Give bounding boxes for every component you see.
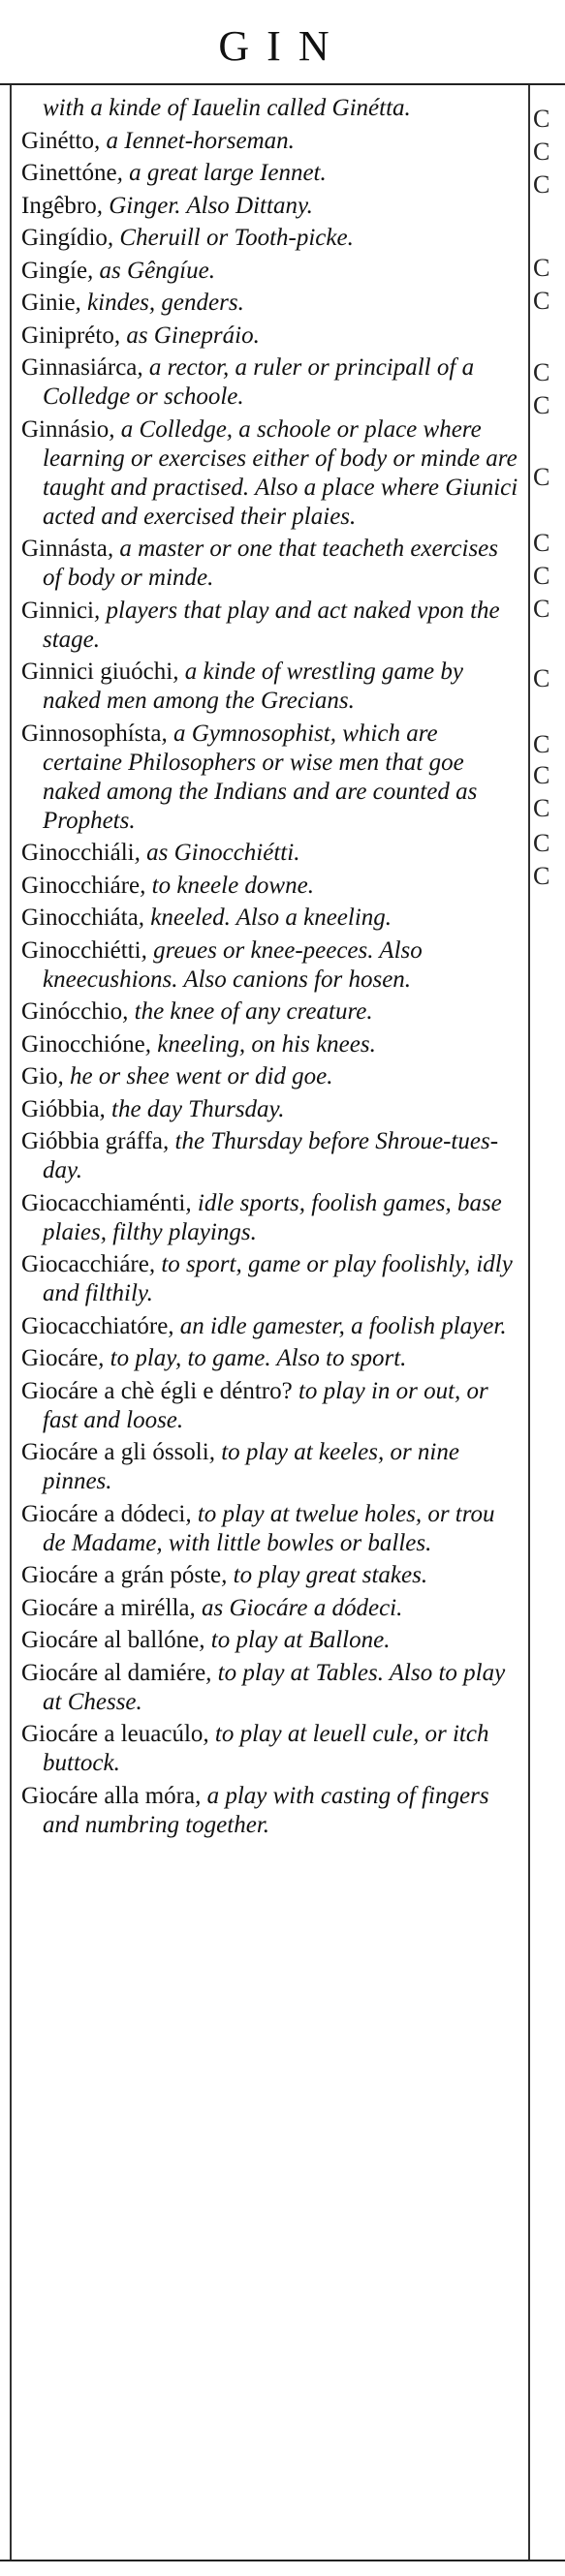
entry-headword: Ginnosophísta bbox=[21, 720, 162, 747]
entry-headword: Giocáre alla móra bbox=[21, 1782, 196, 1809]
entry-definition: , as Gêngíue. bbox=[87, 257, 215, 284]
entry-definition: , a Iennet-horseman. bbox=[94, 127, 295, 154]
dictionary-entry bbox=[21, 192, 520, 221]
entry-headword: Ginocchiáta bbox=[21, 905, 139, 931]
entry-definition: to play in or out, or fast and loose. bbox=[43, 1377, 488, 1433]
edge-letter: C bbox=[533, 170, 550, 199]
entry-definition: , to play, to game. Also to sport. bbox=[98, 1345, 407, 1371]
bottom-rule bbox=[0, 2560, 565, 2561]
entry-headword: Ginocchióne bbox=[21, 1030, 145, 1058]
entry-headword: Gióbbia bbox=[21, 1095, 100, 1122]
entry-headword: Ginnici giuóchi bbox=[21, 659, 173, 685]
entry-definition: , a great large Iennet. bbox=[116, 160, 327, 186]
dictionary-entry bbox=[21, 1062, 520, 1091]
dictionary-entry bbox=[21, 839, 520, 868]
dictionary-entry bbox=[21, 94, 520, 123]
entry-definition: , a Gymnosophist, which are certaine Philosophers or wise men that goe naked among the Indians and are counted as Prophets. bbox=[43, 720, 478, 834]
entry-definition: , the Thursday before Shroue-tues-day. bbox=[43, 1128, 499, 1183]
entry-headword: Ginipréto bbox=[21, 322, 114, 349]
dictionary-entry bbox=[21, 1438, 520, 1496]
dictionary-entry bbox=[21, 720, 520, 836]
entry-definition: , Cheruill or Tooth-picke. bbox=[107, 225, 354, 251]
dictionary-entry bbox=[21, 159, 520, 188]
dictionary-entry bbox=[21, 936, 520, 995]
entry-headword: Ingêbro bbox=[21, 192, 97, 219]
dictionary-entry bbox=[21, 127, 520, 156]
edge-letter: C bbox=[533, 105, 550, 133]
edge-letter: C bbox=[533, 595, 550, 623]
dictionary-entry bbox=[21, 658, 520, 716]
entry-list bbox=[21, 94, 520, 1843]
entry-definition: , to play at keeles, or nine pinnes. bbox=[43, 1439, 459, 1494]
entry-headword: Gingíe bbox=[21, 257, 88, 284]
entry-definition: , he or shee went or did goe. bbox=[57, 1063, 333, 1089]
edge-letter: C bbox=[533, 358, 550, 386]
dictionary-entry bbox=[21, 1344, 520, 1373]
edge-letter: C bbox=[533, 664, 550, 692]
dictionary-entry bbox=[21, 1377, 520, 1435]
entry-headword: Gióbbia gráffa bbox=[21, 1128, 164, 1154]
edge-letter: C bbox=[533, 529, 550, 557]
entry-headword: Giocáre a mirélla bbox=[21, 1594, 190, 1621]
edge-letter: C bbox=[533, 829, 550, 857]
entry-headword: Giocacchiaménti bbox=[21, 1189, 186, 1216]
edge-letter: C bbox=[533, 254, 550, 282]
entry-definition: , kindes, genders. bbox=[75, 290, 244, 316]
entry-definition: , kneeling, on his knees. bbox=[144, 1030, 376, 1058]
entry-definition: with a kinde of Iauelin called Ginétta. bbox=[43, 95, 411, 121]
entry-headword: Ginocchiáre bbox=[21, 872, 141, 899]
entry-definition: , to play at leuell cule, or itch buttock. bbox=[43, 1721, 489, 1776]
entry-headword: Gio bbox=[21, 1063, 58, 1089]
entry-definition: , as Ginepráio. bbox=[113, 322, 260, 349]
entry-headword: Ginie bbox=[21, 290, 76, 316]
entry-headword: Gingídio bbox=[21, 225, 108, 251]
entry-headword: Ginocchiáli bbox=[21, 840, 135, 866]
edge-letter: C bbox=[533, 862, 550, 890]
top-rule bbox=[0, 83, 565, 85]
entry-headword: Ginócchio bbox=[21, 998, 123, 1025]
entry-definition: , a rector, a ruler or principall of a Colledge or schoole. bbox=[43, 354, 475, 410]
entry-definition: , kneeled. Also a kneeling. bbox=[138, 905, 392, 931]
dictionary-entry bbox=[21, 1659, 520, 1717]
dictionary-entry bbox=[21, 1720, 520, 1778]
entry-definition: , to sport, game or play foolishly, idly and filthily. bbox=[43, 1251, 513, 1306]
entry-definition: , idle sports, foolish games, base plaies, filthy playings. bbox=[43, 1189, 502, 1245]
dictionary-entry bbox=[21, 1500, 520, 1558]
dictionary-entry bbox=[21, 535, 520, 593]
edge-letter: C bbox=[533, 562, 550, 590]
entry-definition: , to play at Tables. Also to play at Chesse. bbox=[43, 1659, 506, 1715]
dictionary-entry bbox=[21, 872, 520, 901]
entry-definition: , as Ginocchiétti. bbox=[134, 840, 300, 866]
entry-headword: Giocáre al ballóne bbox=[21, 1627, 200, 1653]
entry-definition: , a master or one that teacheth exercises of body or minde. bbox=[43, 536, 499, 591]
entry-headword: Ginocchiétti bbox=[21, 936, 141, 964]
dictionary-entry bbox=[21, 597, 520, 655]
dictionary-entry bbox=[21, 257, 520, 286]
entry-headword: Giocáre a leuacúlo bbox=[21, 1721, 204, 1747]
right-column-rule bbox=[528, 85, 530, 2560]
dictionary-entry bbox=[21, 322, 520, 351]
entry-headword: Giocacchiáre bbox=[21, 1251, 149, 1277]
dictionary-entry bbox=[21, 1127, 520, 1185]
entry-headword: Giocáre bbox=[21, 1345, 99, 1371]
edge-letter: C bbox=[533, 730, 550, 758]
entry-headword: Ginétto bbox=[21, 127, 94, 154]
dictionary-entry bbox=[21, 1561, 520, 1590]
dictionary-entry bbox=[21, 224, 520, 253]
entry-headword: Giocáre a dódeci bbox=[21, 1500, 186, 1527]
entry-headword: Ginnici bbox=[21, 597, 94, 624]
dictionary-entry bbox=[21, 1250, 520, 1308]
entry-headword: Ginnásio bbox=[21, 415, 110, 443]
entry-definition: , a Colledge, a schoole or place where learning or exercises either of body or minde are taught and practised. Also a place where Giunici acted and exercised their plaies. bbox=[43, 415, 518, 530]
entry-definition: , to play at Ballone. bbox=[199, 1627, 391, 1653]
entry-headword: Giocacchiatóre bbox=[21, 1312, 169, 1339]
entry-definition: , Ginger. Also Dittany. bbox=[96, 192, 313, 219]
dictionary-entry bbox=[21, 415, 520, 532]
entry-headword: Giocáre a gli óssoli bbox=[21, 1439, 209, 1465]
edge-letter: C bbox=[533, 287, 550, 315]
entry-definition: , players that play and act naked vpon the stage. bbox=[43, 597, 500, 653]
entry-headword: Giocáre a grán póste bbox=[21, 1562, 222, 1588]
entry-headword: Giocáre al damiére bbox=[21, 1659, 206, 1686]
edge-letter: C bbox=[533, 761, 550, 789]
dictionary-entry bbox=[21, 904, 520, 933]
entry-headword: Ginnásta bbox=[21, 536, 108, 562]
entry-definition: , greues or knee-peeces. Also kneecushions. Also canions for hosen. bbox=[43, 936, 423, 993]
entry-headword: Ginnasiárca bbox=[21, 354, 138, 381]
dictionary-entry bbox=[21, 1594, 520, 1623]
dictionary-entry bbox=[21, 1030, 520, 1059]
dictionary-entry bbox=[21, 289, 520, 318]
dictionary-entry bbox=[21, 1312, 520, 1341]
dictionary-entry bbox=[21, 1189, 520, 1247]
entry-definition: , the knee of any creature. bbox=[122, 998, 373, 1025]
dictionary-entry bbox=[21, 1626, 520, 1655]
entry-definition: , an idle gamester, a foolish player. bbox=[168, 1312, 507, 1339]
entry-headword: Ginettóne bbox=[21, 160, 117, 186]
dictionary-entry bbox=[21, 1095, 520, 1124]
left-column-rule bbox=[10, 85, 12, 2560]
edge-letter: C bbox=[533, 463, 550, 491]
entry-definition: , to kneele downe. bbox=[140, 872, 314, 899]
entry-definition: , a play with casting of fingers and numbring together. bbox=[43, 1782, 489, 1838]
edge-letter: C bbox=[533, 138, 550, 166]
entry-headword: Giocáre a chè égli e déntro? bbox=[21, 1377, 293, 1404]
dictionary-entry bbox=[21, 997, 520, 1027]
dictionary-entry bbox=[21, 353, 520, 412]
entry-definition: , the day Thursday. bbox=[99, 1095, 285, 1122]
page-heading: GIN bbox=[218, 22, 347, 70]
entry-definition: , to play great stakes. bbox=[221, 1562, 428, 1588]
entry-definition: , a kinde of wrestling game by naked men among the Grecians. bbox=[43, 659, 463, 714]
entry-definition: , to play at twelue holes, or trou de Madame, with little bowles or balles. bbox=[43, 1500, 495, 1556]
entry-definition: , as Giocáre a dódeci. bbox=[189, 1594, 403, 1621]
edge-letter: C bbox=[533, 794, 550, 822]
edge-letter: C bbox=[533, 391, 550, 419]
dictionary-entry bbox=[21, 1782, 520, 1840]
